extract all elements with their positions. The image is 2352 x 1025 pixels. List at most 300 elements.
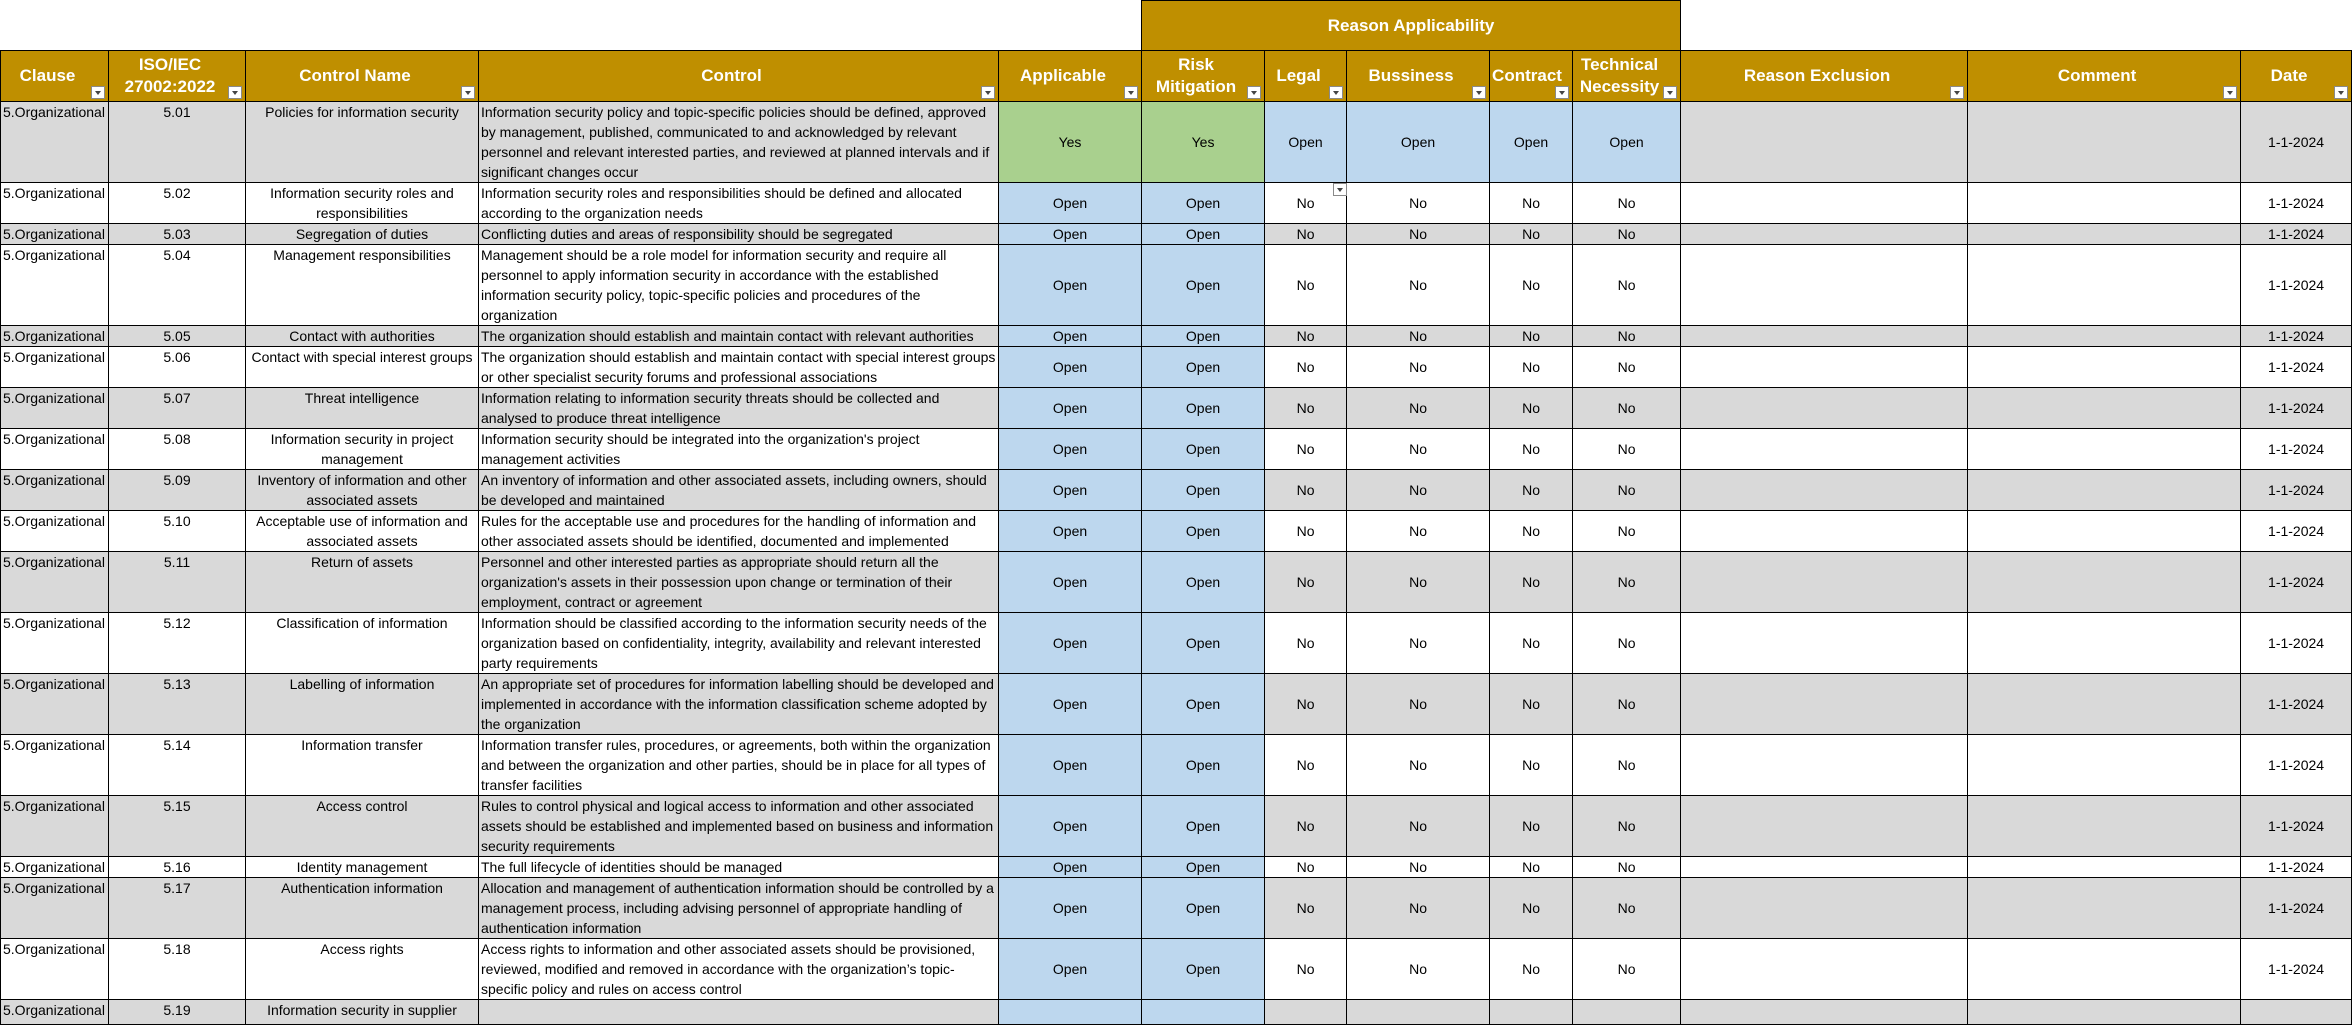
- cell-date[interactable]: 1-1-2024: [2241, 613, 2352, 674]
- cell-clause[interactable]: 5.Organizational: [1, 511, 109, 552]
- cell-name[interactable]: Information security in supplier: [246, 1000, 479, 1025]
- cell-num[interactable]: 5.01: [109, 102, 246, 183]
- cell-risk[interactable]: Open: [1142, 245, 1265, 326]
- header-date[interactable]: [2241, 51, 2352, 102]
- cell-business[interactable]: No: [1347, 470, 1490, 511]
- cell-exclusion[interactable]: [1681, 1000, 1968, 1025]
- header-clause[interactable]: [1, 51, 109, 102]
- reason-applicability-header[interactable]: Reason Applicability: [1142, 1, 1681, 51]
- cell-name[interactable]: Access rights: [246, 939, 479, 1000]
- cell-business[interactable]: No: [1347, 735, 1490, 796]
- cell-risk[interactable]: Open: [1142, 326, 1265, 347]
- blank-cell[interactable]: [1, 1, 1142, 51]
- table-row: [1, 735, 2352, 796]
- cell-name[interactable]: Information transfer: [246, 735, 479, 796]
- cell-exclusion[interactable]: [1681, 102, 1968, 183]
- filter-dropdown-icon[interactable]: [1329, 86, 1343, 99]
- cell-date[interactable]: 1-1-2024: [2241, 429, 2352, 470]
- table-row: [1, 878, 2352, 939]
- cell-legal[interactable]: No: [1265, 735, 1347, 796]
- cell-business[interactable]: No: [1347, 326, 1490, 347]
- cell-risk[interactable]: Open: [1142, 796, 1265, 857]
- cell-comment[interactable]: [1968, 245, 2241, 326]
- cell-date[interactable]: 1-1-2024: [2241, 388, 2352, 429]
- cell-exclusion[interactable]: [1681, 326, 1968, 347]
- cell-contract[interactable]: No: [1490, 674, 1573, 735]
- cell-business[interactable]: No: [1347, 245, 1490, 326]
- header-contract[interactable]: [1490, 51, 1573, 102]
- cell-applicable[interactable]: Open: [999, 470, 1142, 511]
- cell-num[interactable]: 5.16: [109, 857, 246, 878]
- cell-contract[interactable]: No: [1490, 183, 1573, 224]
- cell-business[interactable]: No: [1347, 878, 1490, 939]
- cell-technical[interactable]: No: [1573, 735, 1681, 796]
- cell-risk[interactable]: Open: [1142, 613, 1265, 674]
- cell-technical[interactable]: No: [1573, 939, 1681, 1000]
- cell-business[interactable]: No: [1347, 857, 1490, 878]
- cell-num[interactable]: 5.15: [109, 796, 246, 857]
- cell-contract[interactable]: No: [1490, 613, 1573, 674]
- cell-legal[interactable]: No: [1265, 429, 1347, 470]
- table-row: [1, 552, 2352, 613]
- cell-name[interactable]: Authentication information: [246, 878, 479, 939]
- cell-technical[interactable]: No: [1573, 674, 1681, 735]
- cell-clause[interactable]: 5.Organizational: [1, 878, 109, 939]
- filter-dropdown-icon[interactable]: [91, 86, 105, 99]
- cell-technical[interactable]: No: [1573, 470, 1681, 511]
- cell-clause[interactable]: 5.Organizational: [1, 245, 109, 326]
- header-label: ISO/IEC 27002:2022: [124, 55, 216, 96]
- cell-date[interactable]: 1-1-2024: [2241, 183, 2352, 224]
- cell-exclusion[interactable]: [1681, 857, 1968, 878]
- cell-comment[interactable]: [1968, 511, 2241, 552]
- cell-contract[interactable]: No: [1490, 878, 1573, 939]
- cell-comment[interactable]: [1968, 224, 2241, 245]
- cell-applicable[interactable]: Yes: [999, 102, 1142, 183]
- cell-clause[interactable]: 5.Organizational: [1, 735, 109, 796]
- cell-comment[interactable]: [1968, 347, 2241, 388]
- cell-legal[interactable]: No: [1265, 552, 1347, 613]
- cell-legal[interactable]: No: [1265, 388, 1347, 429]
- cell-comment[interactable]: [1968, 613, 2241, 674]
- cell-technical[interactable]: No: [1573, 857, 1681, 878]
- cell-name[interactable]: Inventory of information and other associated assets: [246, 470, 479, 511]
- cell-legal[interactable]: No: [1265, 224, 1347, 245]
- cell-clause[interactable]: 5.Organizational: [1, 857, 109, 878]
- cell-exclusion[interactable]: [1681, 347, 1968, 388]
- cell-legal[interactable]: [1265, 1000, 1347, 1025]
- cell-technical[interactable]: No: [1573, 613, 1681, 674]
- cell-control[interactable]: The full lifecycle of identities should be managed: [479, 857, 999, 878]
- cell-legal[interactable]: No: [1265, 939, 1347, 1000]
- cell-legal[interactable]: No: [1265, 674, 1347, 735]
- column-header-row: [1, 51, 2352, 102]
- cell-risk[interactable]: Open: [1142, 857, 1265, 878]
- cell-technical[interactable]: No: [1573, 388, 1681, 429]
- cell-contract[interactable]: No: [1490, 224, 1573, 245]
- cell-control[interactable]: Access rights to information and other associated assets should be provisioned, reviewed, modified and removed in accordance with the organization’s topic-specific policy and rules on access control: [479, 939, 999, 1000]
- cell-contract[interactable]: No: [1490, 857, 1573, 878]
- cell-legal[interactable]: No: [1265, 857, 1347, 878]
- cell-exclusion[interactable]: [1681, 183, 1968, 224]
- cell-risk[interactable]: Open: [1142, 552, 1265, 613]
- cell-control[interactable]: Management should be a role model for information security and require all personnel to apply information security in accordance with the established information security policy, topic-specific policies and procedures of the organization: [479, 245, 999, 326]
- cell-num[interactable]: 5.08: [109, 429, 246, 470]
- cell-business[interactable]: No: [1347, 183, 1490, 224]
- cell-control[interactable]: [479, 1000, 999, 1025]
- header-control[interactable]: [479, 51, 999, 102]
- cell-risk[interactable]: Open: [1142, 183, 1265, 224]
- cell-clause[interactable]: 5.Organizational: [1, 388, 109, 429]
- cell-control[interactable]: Information security roles and responsibilities should be defined and allocated according to the organization needs: [479, 183, 999, 224]
- cell-risk[interactable]: Open: [1142, 388, 1265, 429]
- cell-name[interactable]: Contact with authorities: [246, 326, 479, 347]
- cell-risk[interactable]: Open: [1142, 878, 1265, 939]
- cell-control[interactable]: The organization should establish and maintain contact with relevant authorities: [479, 326, 999, 347]
- cell-name[interactable]: Return of assets: [246, 552, 479, 613]
- cell-contract[interactable]: No: [1490, 939, 1573, 1000]
- header-label: Control: [701, 66, 762, 85]
- cell-exclusion[interactable]: [1681, 429, 1968, 470]
- table-row: [1, 326, 2352, 347]
- filter-dropdown-icon[interactable]: [1555, 86, 1569, 99]
- header-label: Contract: [1492, 66, 1562, 85]
- cell-applicable[interactable]: Open: [999, 735, 1142, 796]
- filter-dropdown-icon[interactable]: [981, 86, 995, 99]
- cell-comment[interactable]: [1968, 674, 2241, 735]
- cell-comment[interactable]: [1968, 1000, 2241, 1025]
- cell-control[interactable]: Personnel and other interested parties as appropriate should return all the organization's assets in their possession upon change or termination of their employment, contract or agreement: [479, 552, 999, 613]
- header-label: Reason Exclusion: [1743, 66, 1891, 85]
- cell-name[interactable]: Classification of information: [246, 613, 479, 674]
- cell-risk[interactable]: Open: [1142, 674, 1265, 735]
- header-label: Risk Mitigation: [1155, 55, 1237, 96]
- cell-applicable[interactable]: Open: [999, 552, 1142, 613]
- cell-contract[interactable]: No: [1490, 511, 1573, 552]
- cell-date[interactable]: 1-1-2024: [2241, 878, 2352, 939]
- table-row: [1, 388, 2352, 429]
- cell-date[interactable]: [2241, 1000, 2352, 1025]
- cell-clause[interactable]: 5.Organizational: [1, 347, 109, 388]
- cell-legal[interactable]: No: [1265, 326, 1347, 347]
- cell-exclusion[interactable]: [1681, 939, 1968, 1000]
- filter-dropdown-icon[interactable]: [1124, 86, 1138, 99]
- cell-technical[interactable]: No: [1573, 347, 1681, 388]
- cell-contract[interactable]: No: [1490, 388, 1573, 429]
- cell-num[interactable]: 5.04: [109, 245, 246, 326]
- cell-comment[interactable]: [1968, 183, 2241, 224]
- cell-risk[interactable]: Yes: [1142, 102, 1265, 183]
- cell-legal[interactable]: No: [1265, 183, 1347, 224]
- cell-business[interactable]: No: [1347, 552, 1490, 613]
- cell-num[interactable]: 5.12: [109, 613, 246, 674]
- cell-technical[interactable]: No: [1573, 552, 1681, 613]
- cell-num[interactable]: 5.02: [109, 183, 246, 224]
- cell-technical[interactable]: Open: [1573, 102, 1681, 183]
- cell-contract[interactable]: No: [1490, 326, 1573, 347]
- cell-name[interactable]: Access control: [246, 796, 479, 857]
- cell-legal[interactable]: No: [1265, 347, 1347, 388]
- header-risk-mitigation[interactable]: [1142, 51, 1265, 102]
- cell-control[interactable]: An appropriate set of procedures for information labelling should be developed and implemented in accordance with the information classification scheme adopted by the organization: [479, 674, 999, 735]
- cell-applicable[interactable]: Open: [999, 511, 1142, 552]
- cell-risk[interactable]: Open: [1142, 939, 1265, 1000]
- cell-business[interactable]: No: [1347, 224, 1490, 245]
- cell-control[interactable]: Information relating to information security threats should be collected and analysed to produce threat intelligence: [479, 388, 999, 429]
- cell-date[interactable]: 1-1-2024: [2241, 939, 2352, 1000]
- cell-contract[interactable]: No: [1490, 735, 1573, 796]
- cell-num[interactable]: 5.14: [109, 735, 246, 796]
- cell-risk[interactable]: Open: [1142, 224, 1265, 245]
- cell-legal[interactable]: No: [1265, 796, 1347, 857]
- cell-control[interactable]: Information should be classified according to the information security needs of the organization based on confidentiality, integrity, availability and relevant interested party requirements: [479, 613, 999, 674]
- cell-technical[interactable]: No: [1573, 224, 1681, 245]
- table-body: [1, 102, 2352, 1025]
- cell-contract[interactable]: No: [1490, 470, 1573, 511]
- table-row: [1, 939, 2352, 1000]
- cell-date[interactable]: 1-1-2024: [2241, 102, 2352, 183]
- cell-name[interactable]: Management responsibilities: [246, 245, 479, 326]
- table-row: [1, 224, 2352, 245]
- cell-applicable[interactable]: Open: [999, 939, 1142, 1000]
- cell-exclusion[interactable]: [1681, 796, 1968, 857]
- cell-num[interactable]: 5.06: [109, 347, 246, 388]
- cell-control[interactable]: Information transfer rules, procedures, or agreements, both within the organization and between the organization and other parties, should be in place for all types of transfer facilities: [479, 735, 999, 796]
- header-technical-necessity[interactable]: [1573, 51, 1681, 102]
- cell-contract[interactable]: [1490, 1000, 1573, 1025]
- cell-exclusion[interactable]: [1681, 613, 1968, 674]
- header-business[interactable]: [1347, 51, 1490, 102]
- cell-date[interactable]: 1-1-2024: [2241, 511, 2352, 552]
- cell-control[interactable]: Information security should be integrated into the organization's project management activities: [479, 429, 999, 470]
- cell-name[interactable]: Labelling of information: [246, 674, 479, 735]
- cell-name[interactable]: Contact with special interest groups: [246, 347, 479, 388]
- cell-business[interactable]: No: [1347, 429, 1490, 470]
- cell-contract[interactable]: No: [1490, 796, 1573, 857]
- cell-applicable[interactable]: Open: [999, 857, 1142, 878]
- table-row: [1, 613, 2352, 674]
- cell-date[interactable]: 1-1-2024: [2241, 796, 2352, 857]
- cell-exclusion[interactable]: [1681, 224, 1968, 245]
- filter-dropdown-icon[interactable]: [1950, 86, 1964, 99]
- cell-clause[interactable]: 5.Organizational: [1, 674, 109, 735]
- header-legal[interactable]: [1265, 51, 1347, 102]
- filter-dropdown-icon[interactable]: [2334, 86, 2348, 99]
- filter-dropdown-icon[interactable]: [1472, 86, 1486, 99]
- cell-clause[interactable]: 5.Organizational: [1, 796, 109, 857]
- cell-clause[interactable]: 5.Organizational: [1, 429, 109, 470]
- header-comment[interactable]: [1968, 51, 2241, 102]
- cell-exclusion[interactable]: [1681, 511, 1968, 552]
- cell-clause[interactable]: 5.Organizational: [1, 613, 109, 674]
- table-row: [1, 674, 2352, 735]
- cell-date[interactable]: 1-1-2024: [2241, 735, 2352, 796]
- cell-contract[interactable]: No: [1490, 552, 1573, 613]
- cell-num[interactable]: 5.05: [109, 326, 246, 347]
- cell-business[interactable]: No: [1347, 347, 1490, 388]
- cell-applicable[interactable]: Open: [999, 183, 1142, 224]
- cell-legal[interactable]: No: [1265, 878, 1347, 939]
- cell-num[interactable]: 5.09: [109, 470, 246, 511]
- cell-comment[interactable]: [1968, 939, 2241, 1000]
- cell-legal[interactable]: Open: [1265, 102, 1347, 183]
- blank-cell[interactable]: [1681, 1, 2352, 51]
- cell-risk[interactable]: Open: [1142, 735, 1265, 796]
- cell-legal[interactable]: No: [1265, 245, 1347, 326]
- cell-clause[interactable]: 5.Organizational: [1, 326, 109, 347]
- cell-technical[interactable]: No: [1573, 878, 1681, 939]
- cell-control[interactable]: The organization should establish and maintain contact with special interest groups or other specialist security forums and professional associations: [479, 347, 999, 388]
- cell-dropdown-icon[interactable]: [1333, 183, 1347, 196]
- cell-applicable[interactable]: [999, 1000, 1142, 1025]
- cell-applicable[interactable]: Open: [999, 429, 1142, 470]
- cell-exclusion[interactable]: [1681, 735, 1968, 796]
- cell-business[interactable]: No: [1347, 511, 1490, 552]
- cell-applicable[interactable]: Open: [999, 224, 1142, 245]
- filter-dropdown-icon[interactable]: [461, 86, 475, 99]
- cell-legal[interactable]: No: [1265, 470, 1347, 511]
- cell-contract[interactable]: Open: [1490, 102, 1573, 183]
- table-row: [1, 796, 2352, 857]
- header-iso-number[interactable]: [109, 51, 246, 102]
- cell-exclusion[interactable]: [1681, 470, 1968, 511]
- group-header-row: [1, 1, 2352, 51]
- header-label: Date: [2270, 66, 2308, 85]
- cell-comment[interactable]: [1968, 796, 2241, 857]
- cell-comment[interactable]: [1968, 552, 2241, 613]
- table-row: [1, 511, 2352, 552]
- header-control-name[interactable]: [246, 51, 479, 102]
- cell-business[interactable]: [1347, 1000, 1490, 1025]
- cell-exclusion[interactable]: [1681, 674, 1968, 735]
- cell-business[interactable]: No: [1347, 388, 1490, 429]
- cell-applicable[interactable]: Open: [999, 674, 1142, 735]
- cell-risk[interactable]: Open: [1142, 511, 1265, 552]
- cell-technical[interactable]: No: [1573, 511, 1681, 552]
- cell-risk[interactable]: [1142, 1000, 1265, 1025]
- cell-business[interactable]: No: [1347, 613, 1490, 674]
- cell-date[interactable]: 1-1-2024: [2241, 245, 2352, 326]
- cell-comment[interactable]: [1968, 470, 2241, 511]
- cell-num[interactable]: 5.13: [109, 674, 246, 735]
- cell-date[interactable]: 1-1-2024: [2241, 326, 2352, 347]
- cell-legal[interactable]: No: [1265, 511, 1347, 552]
- cell-comment[interactable]: [1968, 326, 2241, 347]
- cell-control[interactable]: Conflicting duties and areas of responsibility should be segregated: [479, 224, 999, 245]
- cell-clause[interactable]: 5.Organizational: [1, 102, 109, 183]
- cell-technical[interactable]: No: [1573, 429, 1681, 470]
- cell-business[interactable]: Open: [1347, 102, 1490, 183]
- cell-technical[interactable]: No: [1573, 245, 1681, 326]
- filter-dropdown-icon[interactable]: [228, 86, 242, 99]
- cell-comment[interactable]: [1968, 878, 2241, 939]
- header-reason-exclusion[interactable]: [1681, 51, 1968, 102]
- cell-date[interactable]: 1-1-2024: [2241, 224, 2352, 245]
- cell-num[interactable]: 5.17: [109, 878, 246, 939]
- cell-technical[interactable]: [1573, 1000, 1681, 1025]
- cell-date[interactable]: 1-1-2024: [2241, 552, 2352, 613]
- header-applicable[interactable]: [999, 51, 1142, 102]
- cell-date[interactable]: 1-1-2024: [2241, 347, 2352, 388]
- cell-applicable[interactable]: Open: [999, 245, 1142, 326]
- cell-applicable[interactable]: Open: [999, 613, 1142, 674]
- cell-applicable[interactable]: Open: [999, 347, 1142, 388]
- cell-applicable[interactable]: Open: [999, 796, 1142, 857]
- cell-num[interactable]: 5.10: [109, 511, 246, 552]
- cell-name[interactable]: Information security roles and responsibilities: [246, 183, 479, 224]
- filter-dropdown-icon[interactable]: [1663, 86, 1677, 99]
- cell-risk[interactable]: Open: [1142, 347, 1265, 388]
- cell-control[interactable]: An inventory of information and other associated assets, including owners, should be developed and maintained: [479, 470, 999, 511]
- cell-name[interactable]: Segregation of duties: [246, 224, 479, 245]
- cell-risk[interactable]: Open: [1142, 470, 1265, 511]
- cell-comment[interactable]: [1968, 102, 2241, 183]
- filter-dropdown-icon[interactable]: [1247, 86, 1261, 99]
- cell-date[interactable]: 1-1-2024: [2241, 470, 2352, 511]
- cell-exclusion[interactable]: [1681, 552, 1968, 613]
- cell-exclusion[interactable]: [1681, 878, 1968, 939]
- cell-clause[interactable]: 5.Organizational: [1, 1000, 109, 1025]
- cell-name[interactable]: Acceptable use of information and associated assets: [246, 511, 479, 552]
- cell-control[interactable]: Rules for the acceptable use and procedures for the handling of information and other associated assets should be identified, documented and implemented: [479, 511, 999, 552]
- cell-applicable[interactable]: Open: [999, 388, 1142, 429]
- cell-date[interactable]: 1-1-2024: [2241, 674, 2352, 735]
- cell-comment[interactable]: [1968, 429, 2241, 470]
- cell-name[interactable]: Identity management: [246, 857, 479, 878]
- cell-name[interactable]: Threat intelligence: [246, 388, 479, 429]
- cell-num[interactable]: 5.07: [109, 388, 246, 429]
- cell-exclusion[interactable]: [1681, 245, 1968, 326]
- cell-contract[interactable]: No: [1490, 429, 1573, 470]
- cell-clause[interactable]: 5.Organizational: [1, 183, 109, 224]
- cell-name[interactable]: Policies for information security: [246, 102, 479, 183]
- cell-clause[interactable]: 5.Organizational: [1, 470, 109, 511]
- cell-comment[interactable]: [1968, 388, 2241, 429]
- cell-control[interactable]: Rules to control physical and logical access to information and other associated assets should be established and implemented based on business and information security requirements: [479, 796, 999, 857]
- table-row: [1, 183, 2352, 224]
- cell-technical[interactable]: No: [1573, 183, 1681, 224]
- cell-business[interactable]: No: [1347, 674, 1490, 735]
- cell-business[interactable]: No: [1347, 796, 1490, 857]
- cell-num[interactable]: 5.11: [109, 552, 246, 613]
- cell-date[interactable]: 1-1-2024: [2241, 857, 2352, 878]
- cell-comment[interactable]: [1968, 735, 2241, 796]
- cell-clause[interactable]: 5.Organizational: [1, 552, 109, 613]
- cell-name[interactable]: Information security in project management: [246, 429, 479, 470]
- cell-control[interactable]: Allocation and management of authentication information should be controlled by a management process, including advising personnel of appropriate handling of authentication information: [479, 878, 999, 939]
- cell-technical[interactable]: No: [1573, 796, 1681, 857]
- cell-clause[interactable]: 5.Organizational: [1, 224, 109, 245]
- cell-comment[interactable]: [1968, 857, 2241, 878]
- cell-clause[interactable]: 5.Organizational: [1, 939, 109, 1000]
- cell-technical[interactable]: No: [1573, 326, 1681, 347]
- cell-business[interactable]: No: [1347, 939, 1490, 1000]
- header-label: Legal: [1276, 66, 1321, 85]
- cell-applicable[interactable]: Open: [999, 326, 1142, 347]
- cell-control[interactable]: Information security policy and topic-specific policies should be defined, approved by management, published, communicated to and acknowledged by relevant personnel and relevant interested parties, and reviewed at planned intervals and if significant changes occur: [479, 102, 999, 183]
- cell-legal[interactable]: No: [1265, 613, 1347, 674]
- cell-risk[interactable]: Open: [1142, 429, 1265, 470]
- cell-applicable[interactable]: Open: [999, 878, 1142, 939]
- cell-contract[interactable]: No: [1490, 245, 1573, 326]
- cell-contract[interactable]: No: [1490, 347, 1573, 388]
- cell-exclusion[interactable]: [1681, 388, 1968, 429]
- cell-num[interactable]: 5.18: [109, 939, 246, 1000]
- cell-num[interactable]: 5.19: [109, 1000, 246, 1025]
- cell-num[interactable]: 5.03: [109, 224, 246, 245]
- table-row: [1, 347, 2352, 388]
- filter-dropdown-icon[interactable]: [2223, 86, 2237, 99]
